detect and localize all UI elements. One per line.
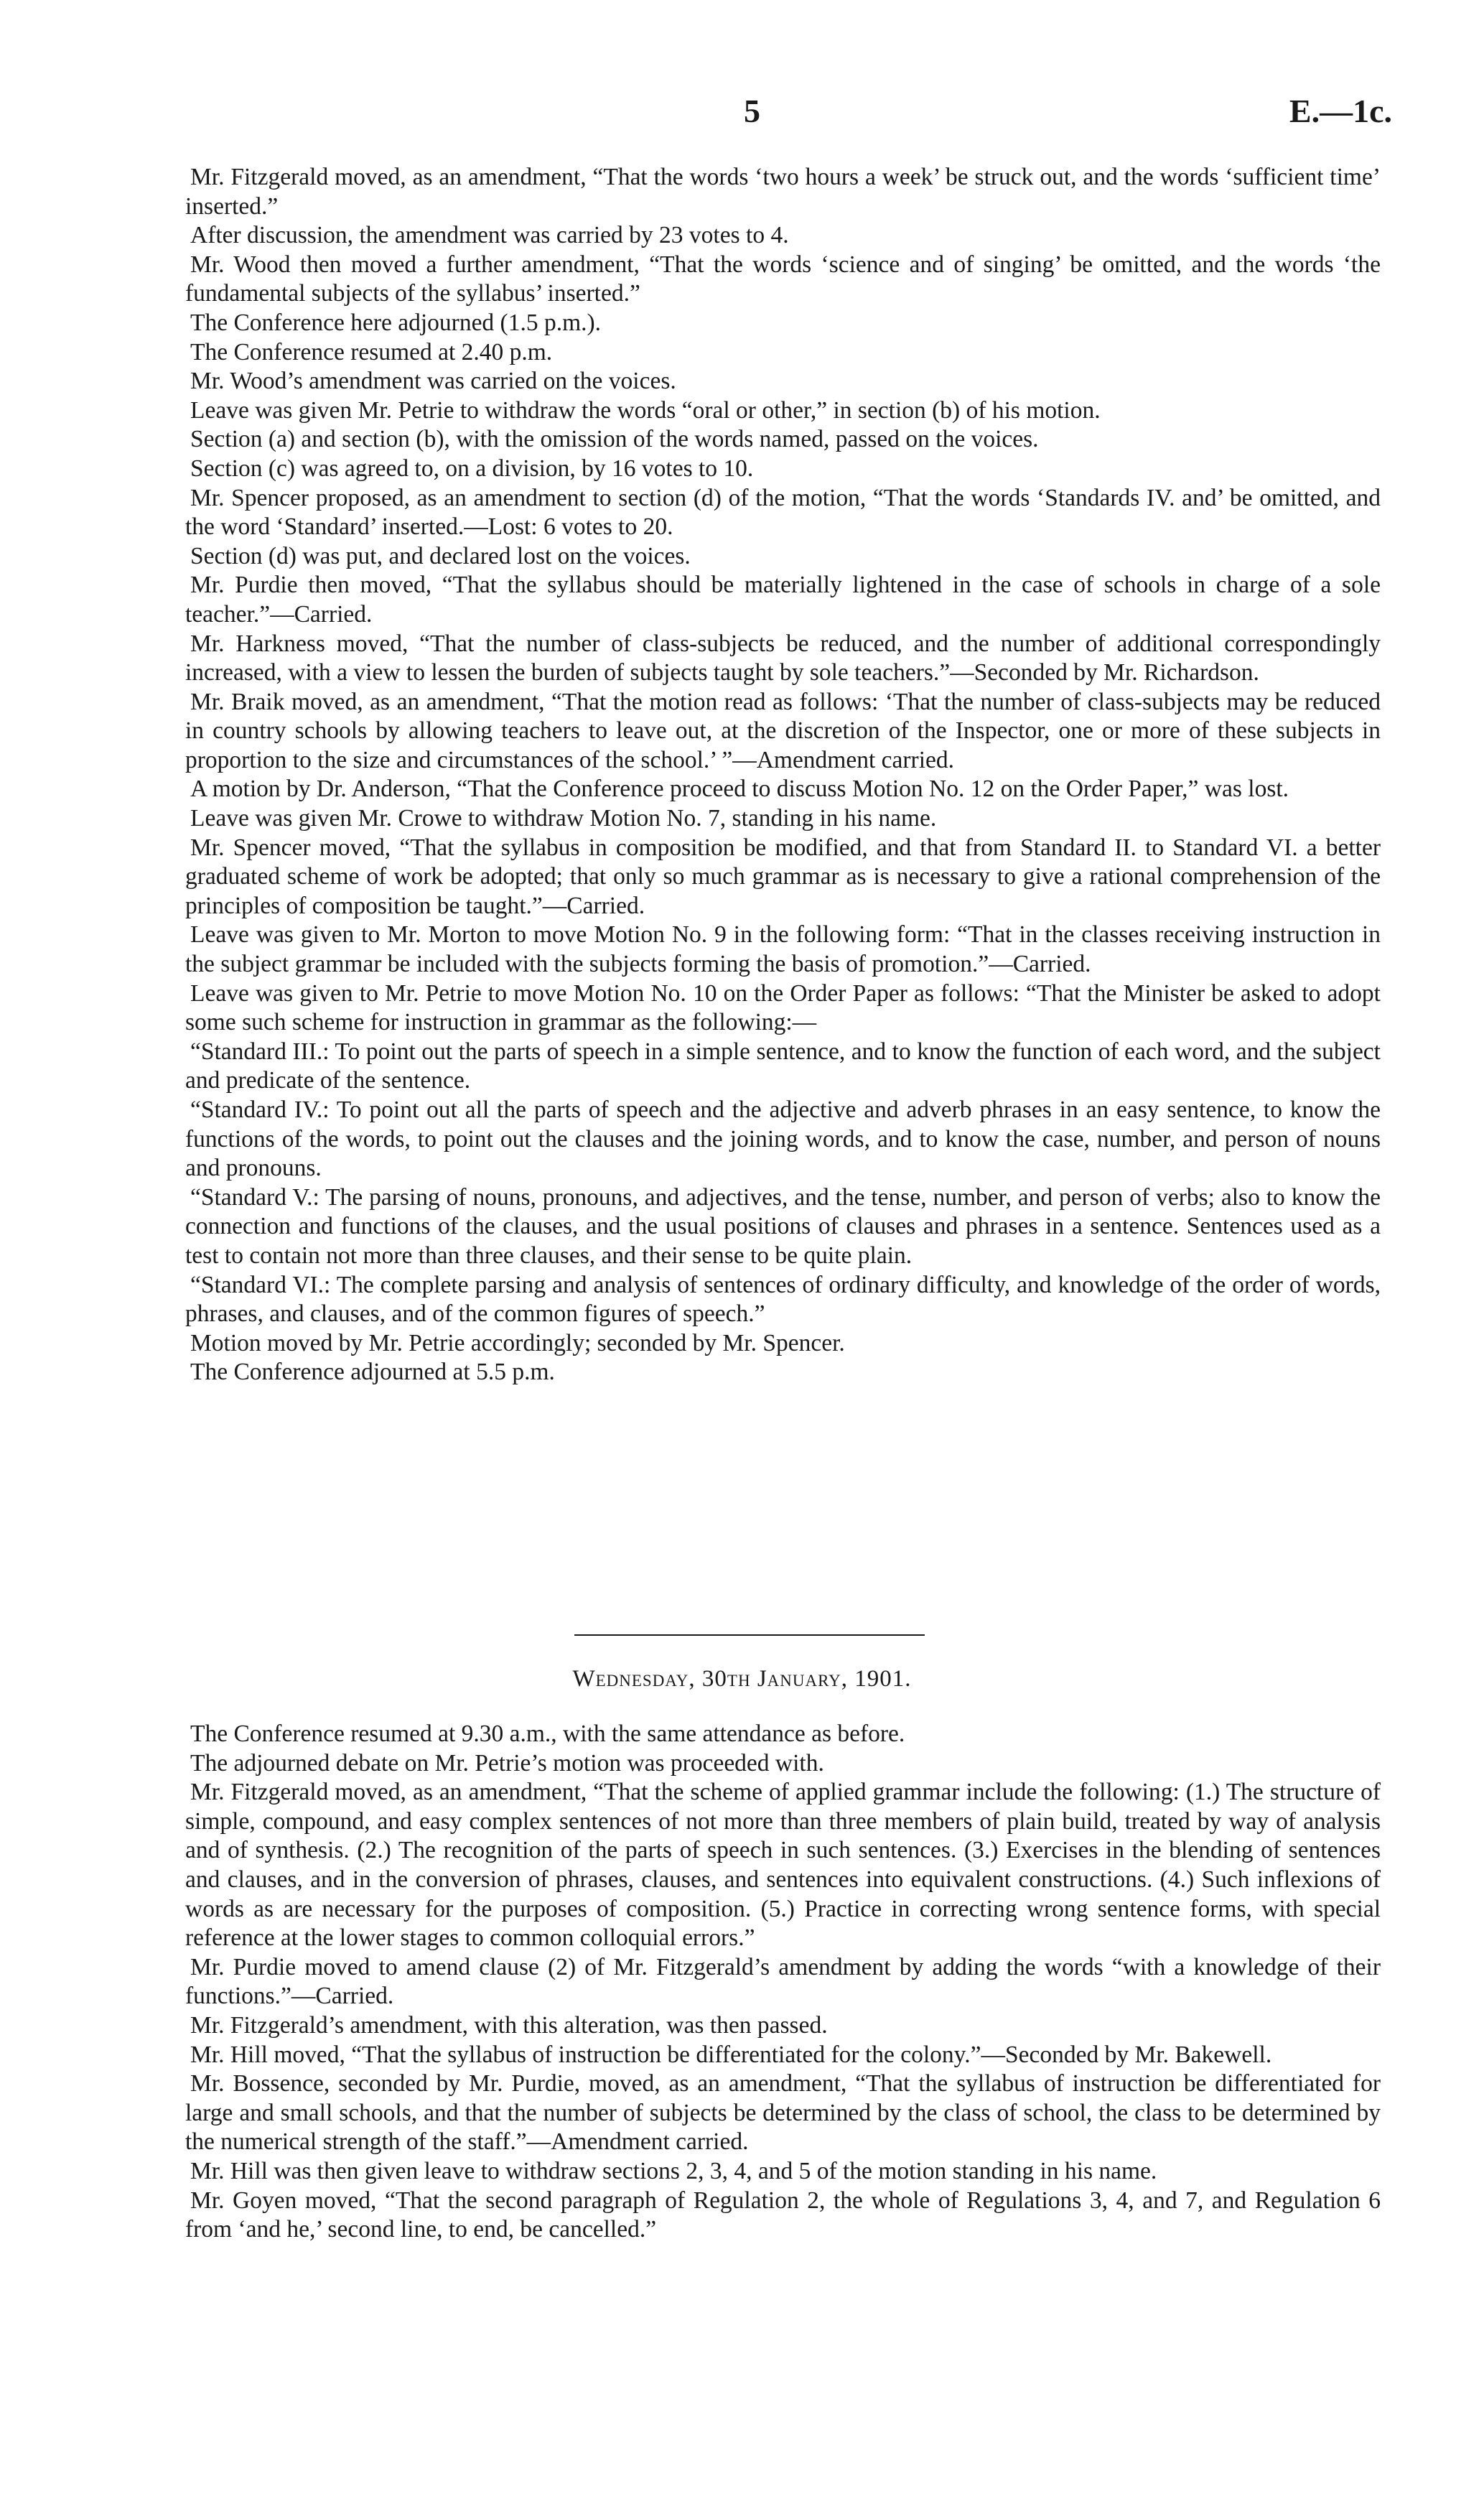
paragraph: Mr. Fitzgerald’s amendment, with this alteration, was then passed. — [190, 2011, 828, 2039]
paragraph: Mr. Hill was then given leave to withdraw sections 2, 3, 4, and 5 of the motion standing in his name. — [190, 2157, 1157, 2184]
paragraph: “Standard VI.: The complete parsing and analysis of sentences of ordinary difficulty, and knowledge of the order of words, phrases, and clauses, and of the common figures of speech.” — [185, 1271, 1381, 1328]
paragraph: Section (d) was put, and declared lost on the voices. — [190, 542, 691, 569]
minutes-block-wednesday — [185, 1720, 1381, 2245]
paragraph: “Standard IV.: To point out all the parts of speech and the adjective and adverb phrases in an easy sentence, to know the functions of the words, to point out the clauses and the joining words, and to know the case, number, and person of nouns and pronouns. — [185, 1096, 1381, 1182]
minutes-block-tuesday — [185, 163, 1381, 1387]
paragraph: Mr. Braik moved, as an amendment, “That the motion read as follows: ‘That the number of class-subjects may be reduced in country schools by allowing teachers to leave out, at the discretion of the Inspector, one or more of these subjects in proportion to the size and circumstances of the school.’ ”—Amendment carried. — [185, 688, 1381, 773]
paragraph: Mr. Hill moved, “That the syllabus of instruction be differentiated for the colony.”—Seconded by Mr. Bakewell. — [190, 2041, 1272, 2068]
section-divider — [574, 1634, 925, 1636]
paragraph: Mr. Spencer proposed, as an amendment to section (d) of the motion, “That the words ‘Standards IV. and’ be omitted, and the word ‘Standard’ inserted.—Lost: 6 votes to 20. — [185, 484, 1381, 541]
paragraph: Mr. Purdie moved to amend clause (2) of Mr. Fitzgerald’s amendment by adding the words “with a knowledge of their functions.”—Carried. — [185, 1953, 1381, 2010]
paragraph: The Conference resumed at 9.30 a.m., with the same attendance as before. — [190, 1721, 905, 1747]
paragraph: Mr. Wood’s amendment was carried on the voices. — [190, 368, 676, 395]
paragraph: Section (a) and section (b), with the omission of the words named, passed on the voices. — [190, 426, 1039, 453]
paragraph: The Conference resumed at 2.40 p.m. — [190, 338, 553, 365]
paragraph: Leave was given to Mr. Petrie to move Motion No. 10 on the Order Paper as follows: “That the Minister be asked to adopt some such scheme for instruction in grammar as the following:— — [185, 979, 1381, 1036]
paragraph: “Standard V.: The parsing of nouns, pronouns, and adjectives, and the tense, number, and person of verbs; also to know the connection and functions of the clauses, and the usual positions of clauses and phrases in a sentence. Sentences used as a test to contain not more than three clauses, and their sense to be quite plain. — [185, 1183, 1381, 1269]
paragraph: Leave was given Mr. Crowe to withdraw Motion No. 7, standing in his name. — [190, 805, 937, 832]
paragraph: The adjourned debate on Mr. Petrie’s motion was proceeded with. — [190, 1749, 824, 1777]
page-header — [0, 92, 1484, 135]
paragraph: Mr. Harkness moved, “That the number of class-subjects be reduced, and the number of additional correspondingly increased, with a view to lessen the burden of subjects taught by sole teachers.”—Seconded by Mr. Richardson. — [185, 630, 1381, 686]
page-number: 5 — [744, 93, 760, 129]
paragraph: The Conference adjourned at 5.5 p.m. — [190, 1359, 555, 1386]
paragraph: Mr. Wood then moved a further amendment, “That the words ‘science and of singing’ be omitted, and the words ‘the fundamental subjects of the syllabus’ inserted.” — [185, 251, 1381, 307]
paragraph: Section (c) was agreed to, on a division, by 16 votes to 10. — [190, 455, 754, 482]
date-heading: Wednesday, 30th January, 1901. — [572, 1666, 912, 1692]
paragraph: Leave was given Mr. Petrie to withdraw the words “oral or other,” in section (b) of his motion. — [190, 396, 1101, 424]
paragraph: Motion moved by Mr. Petrie accordingly; seconded by Mr. Spencer. — [190, 1329, 845, 1356]
paragraph: Mr. Goyen moved, “That the second paragraph of Regulation 2, the whole of Regulations 3, 4, and 7, and Regulation 6 from ‘and he,’ second line, to end, be cancelled.” — [185, 2187, 1381, 2243]
paragraph: A motion by Dr. Anderson, “That the Conference proceed to discuss Motion No. 12 on the Order Paper,” was lost. — [190, 776, 1289, 803]
document-reference: E.—1c. — [1289, 93, 1392, 129]
paragraph: Mr. Spencer moved, “That the syllabus in composition be modified, and that from Standard II. to Standard VI. a better graduated scheme of work be adopted; that only so much grammar as is necessary to give a rational comprehension of the principles of composition be taught.”—Carried. — [185, 834, 1381, 919]
paragraph: Mr. Fitzgerald moved, as an amendment, “That the scheme of applied grammar include the following: (1.) The structure of simple, compound, and easy complex sentences of not more than three members of plain build, treated by way of analysis and of synthesis. (2.) The recognition of the parts of speech in such sentences. (3.) Exercises in the blending of sentences and clauses, and in the conversion of phrases, clauses, and sentences into equivalent constructions. (4.) Such inflexions of words as are necessary for the purposes of composition. (5.) Practice in correcting wrong sentence forms, with special reference at the lower stages to common colloquial errors.” — [185, 1779, 1381, 1952]
paragraph: Mr. Purdie then moved, “That the syllabus should be materially lightened in the case of schools in charge of a sole teacher.”—Carried. — [185, 572, 1381, 628]
paragraph: Leave was given to Mr. Morton to move Motion No. 9 in the following form: “That in the classes receiving instruction in the subject grammar be included with the subjects forming the basis of promotion.”—Carried. — [185, 921, 1381, 978]
paragraph: After discussion, the amendment was carried by 23 votes to 4. — [190, 222, 789, 249]
paragraph: The Conference here adjourned (1.5 p.m.). — [190, 309, 602, 336]
paragraph: Mr. Bossence, seconded by Mr. Purdie, moved, as an amendment, “That the syllabus of instruction be differentiated for large and small schools, and that the number of subjects be determined by the class of school, the class to be determined by the numerical strength of the staff.”—Amendment carried. — [185, 2070, 1381, 2156]
paragraph: “Standard III.: To point out the parts of speech in a simple sentence, and to know the function of each word, and the subject and predicate of the sentence. — [185, 1038, 1381, 1094]
paragraph: Mr. Fitzgerald moved, as an amendment, “That the words ‘two hours a week’ be struck out, and the words ‘sufficient time’ inserted.” — [185, 164, 1381, 220]
